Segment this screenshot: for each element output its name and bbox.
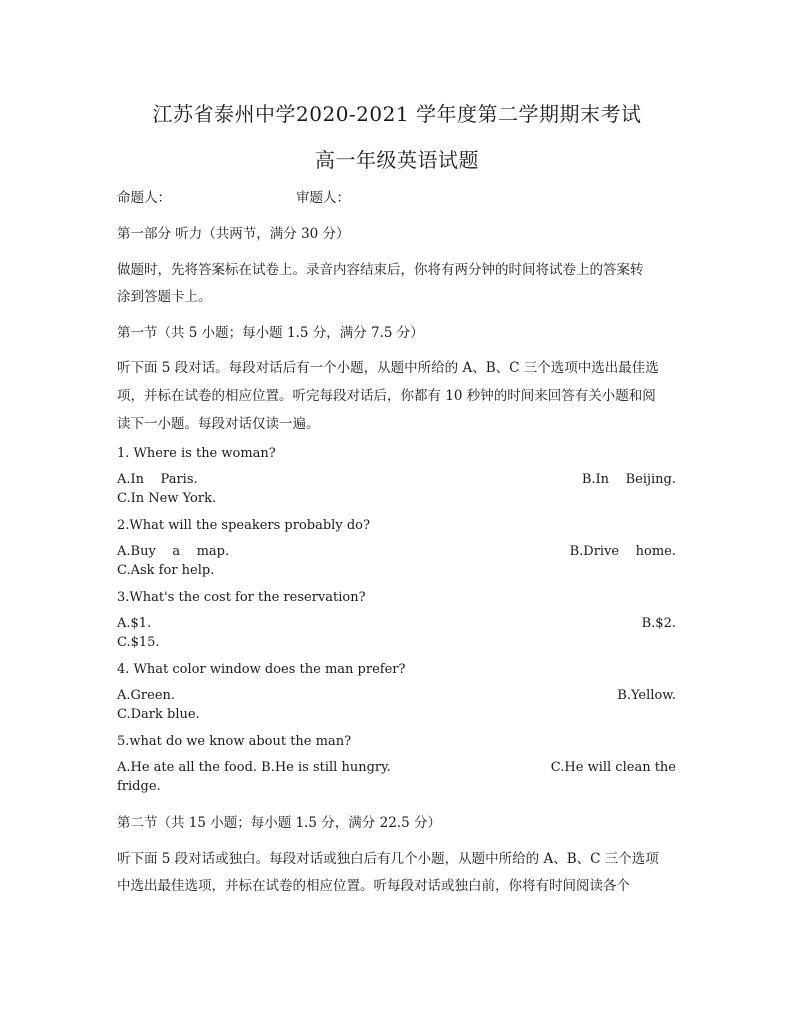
part1-instruction-line2: 涂到答题卡上。 [117,289,212,305]
q5-options-ab: A.He ate all the food. B.He is still hungry. [117,760,391,775]
reviewer-label: 审题人： [296,190,350,206]
q4-option-c: C.Dark blue. [117,707,200,722]
section1-heading: 第一节（共 5 小题；每小题 1.5 分，满分 7.5 分） [117,325,424,341]
section1-instruction-line1: 听下面 5 段对话。每段对话后有一个小题，从题中所给的 A、B、C 三个选项中选出最佳选 [117,360,659,376]
q1-option-b: B.In Beijing. [581,472,676,487]
section1-instruction-line2: 项，并标在试卷的相应位置。听完每段对话后，你都有 10 秒钟的时间来回答有关小题和阅 [117,388,656,404]
question-1: 1. Where is the woman? [117,446,276,461]
part1-heading: 第一部分 听力（共两节，满分 30 分） [117,226,350,242]
q3-option-a: A.$1. [117,616,152,631]
part1-instruction-line1: 做题时，先将答案标在试卷上。录音内容结束后，你将有两分钟的时间将试卷上的答案转 [117,262,644,278]
q5-option-c-cont: fridge. [117,779,161,794]
setter-label: 命题人： [117,190,171,206]
section1-instruction-line3: 读下一小题。每段对话仅读一遍。 [117,416,320,432]
q5-option-c: C.He will clean the [550,760,676,775]
exam-subtitle: 高一年级英语试题 [315,148,479,172]
q4-option-a: A.Green. [117,688,176,703]
q2-option-a: A.Buy a map. [117,544,230,559]
q1-option-a: A.In Paris. [117,472,198,487]
section2-heading: 第二节（共 15 小题；每小题 1.5 分，满分 22.5 分） [117,815,441,831]
q1-option-c: C.In New York. [117,491,217,506]
question-2: 2.What will the speakers probably do? [117,518,370,533]
q2-option-b: B.Drive home. [569,544,676,559]
exam-title: 江苏省泰州中学2020-2021 学年度第二学期期末考试 [152,102,642,126]
question-4: 4. What color window does the man prefer? [117,662,406,677]
q4-option-b: B.Yellow. [617,688,676,703]
section2-instruction-line1: 听下面 5 段对话或独白。每段对话或独白后有几个小题，从题中所给的 A、B、C 三个选项 [117,851,659,867]
q2-option-c: C.Ask for help. [117,563,215,578]
question-3: 3.What's the cost for the reservation? [117,590,366,605]
section2-instruction-line2: 中选出最佳选项，并标在试卷的相应位置。听每段对话或独白前，你将有时间阅读各个 [117,878,630,894]
q3-option-b: B.$2. [641,616,676,631]
question-5: 5.what do we know about the man? [117,734,352,749]
q3-option-c: C.$15. [117,635,160,650]
